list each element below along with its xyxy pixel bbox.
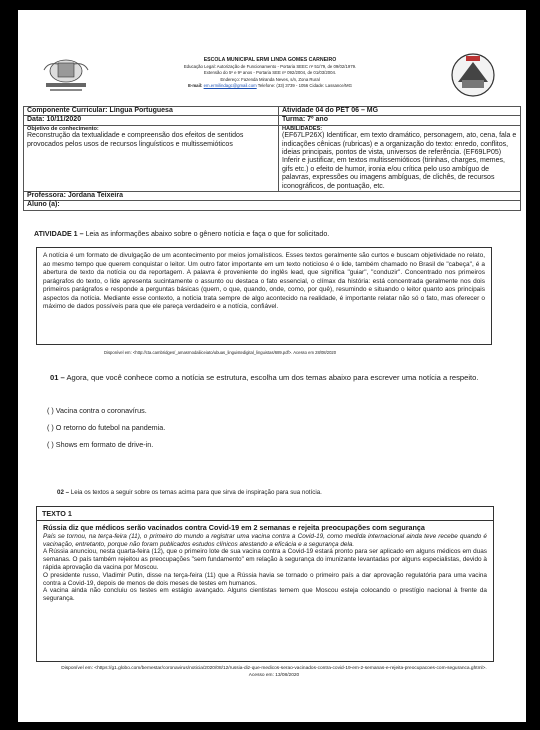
activity-1-instruction xyxy=(34,230,329,238)
objective-text: Reconstrução da textualidade e compreensão dos efeitos de sentidos provocados pelos usos de recursos linguísticos e multissemióticos xyxy=(27,132,244,148)
question-01 xyxy=(50,373,480,384)
school-header-text xyxy=(102,57,438,90)
info-table xyxy=(23,106,521,211)
texto-1-source: Disponível em: <https://g1.globo.com/bemestar/coronavirus/noticia/2020/08/12/russia-diz-que-medicos-serao-vacinados-contra-covid-19-em-2-semanas-e-rejeita-preocupacoes-com-seguranca.ghtml>. Acesso em: 13/08/2020 xyxy=(61,666,487,678)
article-lede: País se tornou, na terça-feira (11), o primeiro do mundo a registrar uma vacina contra a Covid-19, como medida internacional ainda teve recebe quando é vacinação, entretanto, porque não foram publicados estudos clínicos atestando a eficácia e a segurança dela. xyxy=(43,532,487,548)
question-02-text: Leia os textos a seguir sobre os temas acima para que sirva de inspiração para sua notícia. xyxy=(70,489,322,496)
municipal-seal-logo xyxy=(444,52,502,98)
date-cell: Data: 10/11/2020 xyxy=(24,116,279,125)
header-line-1: Educação Legal: Autorização de Funcionamento - Portaria SEEC nº 51/79, de 09/02/1979. xyxy=(183,63,357,69)
article-title: Rússia diz que médicos serão vacinados contra Covid-19 em 2 semanas e rejeita preocupações com segurança xyxy=(43,523,425,532)
skills-text: (EF67LP26X) Identificar, em texto dramático, personagem, ato, cena, fala e indicações cênicas (rubricas) e a organização do texto: enredo, conflitos, ideias principais, pontos de vista, universos de referência. (EF69LP05) Inferir e justificar, em textos multissemióticos (tirinhas, charges, memes, gifs etc.) o efeito de humor, ironia e/ou crítica pelo uso ambíguo de palavras, expressões ou imagens ambíguas, de clichês, de recursos iconográficos, de pontuação, etc. xyxy=(282,132,517,190)
class-cell: Turma: 7º ano xyxy=(279,116,521,125)
component-cell: Componente Curricular: Língua Portuguesa xyxy=(24,107,279,116)
activity-cell: Atividade 04 do PET 06 – MG xyxy=(279,107,521,116)
activity-1-label: ATIVIDADE 1 – xyxy=(34,230,84,238)
skills-label: HABILIDADES: xyxy=(282,125,323,132)
school-header xyxy=(18,10,526,102)
student-cell: Aluno (a): xyxy=(24,201,521,210)
worksheet-page xyxy=(18,10,526,722)
question-01-text: Agora, que você conhece como a notícia se estrutura, escolha um dos temas abaixo para escrever uma notícia a respeito. xyxy=(66,373,479,382)
activity-1-source: Disponível em: <http://cta.cambridges/_amasrnodaliiceiato/ubuas_linguistedigital_linguistas/689.pdf>. Acesso em 28/08/2020 xyxy=(104,350,337,355)
option-drive-in[interactable]: ( ) Shows em formato de drive-in. xyxy=(47,440,154,449)
article-paragraph-1: A Rússia anunciou, nesta quarta-feira (12), que o primeiro lote de sua vacina contra a Covid-19 estará pronto para ser aplicado em alguns médicos em duas semanas. O país também rejeitou as preocupações "sem fundamento" em relação à segurança do imunizante levantadas por alguns especialistas, devido à rápida aprovação da vacina por Moscou. xyxy=(43,548,487,571)
texto-1-box xyxy=(36,506,494,662)
header-line-2: Extensão do 5º e 9º anos - Portaria SEE nº 092/2004, de 01/03/2004. xyxy=(203,70,337,76)
question-01-number: 01 – xyxy=(50,373,65,382)
question-02-number: 02 – xyxy=(57,489,70,496)
texto-1-heading: TEXTO 1 xyxy=(37,507,493,521)
option-football[interactable]: ( ) O retorno do futebol na pandemia. xyxy=(47,423,166,432)
objective-label: Objetivo de conhecimento: xyxy=(27,125,99,132)
header-contact xyxy=(102,83,438,90)
teacher-cell: Professora: Jordana Teixeira xyxy=(24,192,521,201)
texto-1-body xyxy=(37,521,493,606)
option-vaccine[interactable]: ( ) Vacina contra o coronavírus. xyxy=(47,406,147,415)
coat-of-arms-logo xyxy=(38,56,94,96)
news-genre-box: A notícia é um formato de divulgação de um acontecimento por meios jornalísticos. Esses textos geralmente são curtos e buscam objetividade no relato, ao mesmo tempo que querem conquistar o leitor. Um outro fator importante em um texto noticioso é o lide, também chamado no Brasil de "cabeça", é a abertura de texto da notícia ou da reportagem. A palavra é proveniente do inglês lead, que significa "guiar", "conduzir". Concentrado nos primeiros parágrafos do texto, o lide apresenta sucintamente o assunto ou destaca o fato essencial, o clímax da história: está concentrada geralmente nos dois primeiros parágrafos e responde a perguntas básicas (quem, o que, quando, onde, como, por quê), resumindo e situando o leitor quanto aos principais aspectos da notícia. Mediante esse contexto, a notícia trata sempre de algo acontecido na realidade, é importante relatar não só o fato, mas oferecer o máximo de dados possíveis para que ele pareça verdadeiro e a notícia, confiável. xyxy=(36,247,492,345)
activity-1-text: Leia as informações abaixo sobre o gênero notícia e faça o que for solicitado. xyxy=(85,230,330,238)
email-link[interactable]: em.ermilindagc@gmail.com xyxy=(203,83,257,89)
objective-cell xyxy=(24,125,279,191)
city: Cidade: Lassance/MG xyxy=(309,83,352,89)
phone: Telefone: (33) 3739 - 1056 xyxy=(257,83,309,89)
article-paragraph-3: A vacina ainda não concluiu os testes em estágio avançado. Alguns cientistas temem que Moscou esteja colocando o prestígio nacional à frente da segurança. xyxy=(43,587,487,603)
question-02 xyxy=(57,489,322,496)
header-line-3: Endereço: Fazenda Miranda Neves, s/n, Zona Rural xyxy=(220,76,320,82)
article-paragraph-2: O presidente russo, Vladimir Putin, disse na terça-feira (11) que a Rússia havia se tornado o primeiro país a dar aprovação regulatória para uma vacina contra a Covid-19, depois de menos de dois meses de testes em humanos. xyxy=(43,571,487,587)
email-label: E-mail: xyxy=(188,83,203,89)
skills-cell xyxy=(279,125,521,191)
school-name: ESCOLA MUNICIPAL ERMI LINDA GOMES CARNEIRO xyxy=(203,57,337,63)
